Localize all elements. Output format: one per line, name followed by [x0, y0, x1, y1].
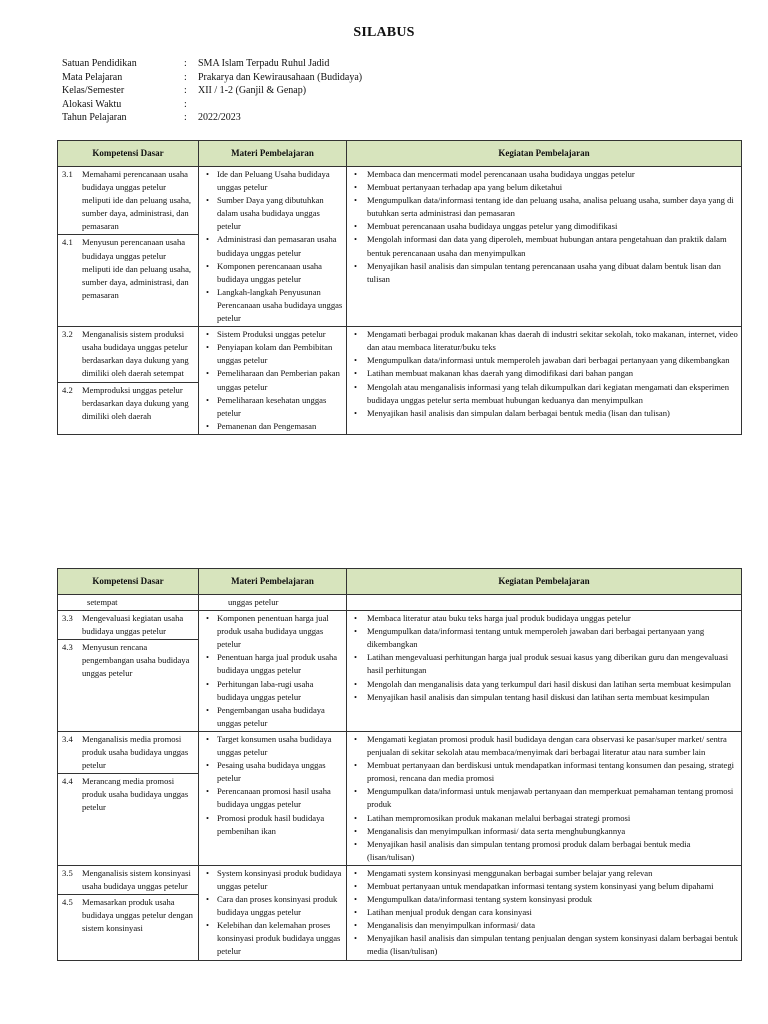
kegiatan-cell: [347, 865, 742, 960]
kegiatan-item: • Mengolah dan menganalisis data yang terkumpul dari hasil diskusi dan latihan serta membuat kesimpulan: [350, 678, 738, 691]
materi-item: • Kelebihan dan kelemahan proses konsinyasi produk budidaya unggas petelur: [202, 919, 343, 958]
identity-value: XII / 1-2 (Ganjil & Genap): [198, 85, 307, 97]
materi-list: [202, 612, 343, 730]
kegiatan-cell: [347, 731, 742, 865]
kd-text: Mengevaluasi kegiatan usaha budidaya unggas petelur: [82, 613, 184, 637]
kd-item: [58, 382, 198, 423]
materi-item: • Administrasi dan pemasaran usaha budidaya unggas petelur: [202, 233, 343, 259]
identity-value: [198, 98, 362, 112]
identity-value: 2022/2023: [198, 112, 241, 124]
kegiatan-item: • Menyajikan hasil analisis dan simpulan tentang perencanaan usaha yang dibuat dalam bentuk lisan dan tulisan: [350, 260, 738, 286]
materi-item: • Pemeliharaan dan Pemberian pakan unggas petelur: [202, 367, 343, 393]
kd-item: [58, 773, 198, 814]
kegiatan-item: • Mengumpulkan data/informasi tentang untuk memperoleh jawaban dari berbagai pertanyaan yang dikembangkan: [350, 625, 738, 651]
kegiatan-item: • Mengumpulkan data/informasi tentang system konsinyasi produk: [350, 893, 738, 906]
materi-item: • Pemanenan dan Pengemasan: [202, 420, 343, 433]
identity-row: [62, 71, 362, 85]
kegiatan-cell: [347, 167, 742, 327]
identity-row: [62, 98, 362, 112]
kegiatan-item: • Mengolah informasi dan data yang diperoleh, membuat hubungan antara pengetahuan dan praktik dalam bentuk perencanaan usaha dan menyimpulkan: [350, 233, 738, 259]
kd-item: [61, 867, 195, 893]
kegiatan-list: [350, 328, 738, 420]
kegiatan-item: • Menyajikan hasil analisis dan simpulan tentang penjualan dengan system konsinyasi dalam berbagai bentuk media (lisan/tulisan): [350, 932, 738, 958]
kegiatan-item: • Membaca literatur atau buku teks harga jual produk budidaya unggas petelur: [350, 612, 738, 625]
continuation-row: [58, 595, 742, 611]
materi-item: • Sumber Daya yang dibutuhkan dalam usaha budidaya unggas petelur: [202, 194, 343, 233]
kd-item: [58, 894, 198, 935]
syllabus-table-1: [57, 140, 742, 435]
materi-item: • Penyiapan kolam dan Pembibitan unggas petelur: [202, 341, 343, 367]
kegiatan-item: • Membuat pertanyaan untuk mendapatkan informasi tentang system konsinyasi yang belum dipahami: [350, 880, 738, 893]
materi-item: • Target konsumen usaha budidaya unggas petelur: [202, 733, 343, 759]
kd-text: Memasarkan produk usaha budidaya unggas petelur dengan sistem konsinyasi: [82, 897, 193, 934]
header-materi-pembelajaran: Materi Pembelajaran: [199, 569, 347, 595]
kd-text: Menganalisis media promosi produk usaha budidaya unggas petelur: [82, 733, 189, 771]
kd-text: Menganalisis sistem produksi usaha budidaya unggas petelur berdasarkan daya dukung yang dimiliki oleh daerah setempat: [82, 329, 189, 379]
kd-number: 3.1: [62, 169, 73, 179]
kegiatan-cell: [347, 611, 742, 732]
identity-row: [62, 57, 362, 71]
materi-item: • Penentuan harga jual produk usaha budidaya unggas petelur: [202, 651, 343, 677]
kegiatan-item: • Menganalisis dan menyimpulkan informasi/ data serta menghubungkannya: [350, 825, 738, 838]
identity-label: Tahun Pelajaran: [62, 112, 127, 124]
materi-item: • Ide dan Peluang Usaha budidaya unggas petelur: [202, 168, 343, 194]
materi-item: • Cara dan proses konsinyasi produk budidaya unggas petelur: [202, 893, 343, 919]
materi-item: • Pemeliharaan kesehatan unggas petelur: [202, 394, 343, 420]
materi-item: • Sistem Produksi unggas petelur: [202, 328, 343, 341]
kegiatan-item: • Membaca dan mencermati model perencanaan usaha budidaya unggas petelur: [350, 168, 738, 181]
kegiatan-item: • Menyajikan hasil analisis dan simpulan dalam berbagai bentuk media (lisan dan tulisan): [350, 407, 738, 420]
document-title: SILABUS: [353, 25, 415, 40]
kegiatan-item: • Mengamati system konsinyasi menggunakan berbagai sumber belajar yang relevan: [350, 867, 738, 880]
kegiatan-item: • Membuat pertanyaan terhadap apa yang belum diketahui: [350, 181, 738, 194]
syllabus-table-2: [57, 568, 742, 961]
header-kegiatan-pembelajaran: Kegiatan Pembelajaran: [347, 569, 742, 595]
materi-continuation-text: unggas petelur: [228, 597, 279, 607]
kegiatan-cell: [347, 327, 742, 435]
kegiatan-item: • Latihan membuat makanan khas daerah yang dimodifikasi dari bahan pangan: [350, 367, 738, 380]
syllabus-row: [58, 327, 742, 435]
syllabus-row: [58, 731, 742, 865]
materi-cell: [199, 167, 347, 327]
identity-block: [62, 57, 362, 125]
kd-cell: [58, 731, 199, 865]
identity-label: Mata Pelajaran: [62, 71, 123, 83]
kd-text: Memproduksi unggas petelur berdasarkan daya dukung yang dimiliki oleh daerah: [82, 384, 189, 421]
materi-list: [202, 733, 343, 838]
kd-item: [58, 639, 198, 680]
kd-number: 3.2: [62, 329, 73, 340]
identity-colon: :: [184, 112, 187, 124]
kegiatan-item: • Membuat pertanyaan dan berdiskusi untuk mendapatkan informasi tentang konsumen dan pesaing, strategi promosi, rencana dan media promosi: [350, 759, 738, 785]
kd-number: 4.2: [62, 384, 73, 395]
identity-label: Kelas/Semester: [62, 85, 125, 97]
materi-item: • Perencanaan promosi hasil usaha budidaya unggas petelur: [202, 785, 343, 811]
kd-continuation-text: setempat: [87, 597, 118, 607]
syllabus-row: [58, 865, 742, 960]
kegiatan-item: • Mengumpulkan data/informasi tentang ide dan peluang usaha, analisa peluang usaha, sumber daya yang di butuhkan serta administrasi dan pemasaran: [350, 194, 738, 220]
syllabus-row: [58, 167, 742, 327]
materi-item: • Perhitungan laba-rugi usaha budidaya unggas petelur: [202, 678, 343, 704]
kegiatan-list: [350, 867, 738, 959]
header-kompetensi-dasar: Kompetensi Dasar: [58, 141, 199, 167]
identity-colon: :: [184, 71, 187, 83]
table-header-row: [58, 141, 742, 167]
kegiatan-item: • Mengumpulkan data/informasi untuk memperoleh jawaban dari berbagai pertanyaan yang dikembangkan: [350, 354, 738, 367]
identity-colon: :: [184, 58, 187, 69]
kd-item: [61, 733, 195, 772]
kd-number: 3.4: [62, 733, 73, 744]
materi-item: • Langkah-langkah Penyusunan Perencanaan usaha budidaya unggas petelur: [202, 286, 343, 325]
kegiatan-item: • Latihan menjual produk dengan cara konsinyasi: [350, 906, 738, 919]
syllabus-row: [58, 611, 742, 732]
kegiatan-item: • Mengolah atau menganalisis informasi yang telah dikumpulkan dari kegiatan mengamati dan eksperimen budidaya unggas petelur serta membuat hubungan keduanya dan menyimpulkan: [350, 381, 738, 407]
identity-row: [62, 111, 362, 125]
kd-cell: [58, 167, 199, 327]
kd-cell: [58, 865, 199, 960]
kegiatan-item: • Mengamati berbagai produk makanan khas daerah di industri sekitar sekolah, toko makanan, internet, video dan atau membaca literatur/buku teks: [350, 328, 738, 354]
materi-item: • Komponen perencanaan usaha budidaya unggas petelur: [202, 260, 343, 286]
header-materi-pembelajaran: Materi Pembelajaran: [199, 141, 347, 167]
kegiatan-item: • Menyajikan hasil analisis dan simpulan tentang promosi produk dalam berbagai bentuk media (lisan/tulisan): [350, 838, 738, 864]
kegiatan-item: • Latihan mempromosikan produk makanan melalui berbagai strategi promosi: [350, 812, 738, 825]
kd-cell: [58, 327, 199, 435]
identity-label: Satuan Pendidikan: [62, 58, 137, 69]
identity-label: Alokasi Waktu: [62, 98, 122, 110]
kegiatan-list: [350, 733, 738, 864]
kegiatan-item: • Menganalisis dan menyimpulkan informasi/ data: [350, 919, 738, 932]
kd-number: 4.1: [62, 237, 73, 248]
identity-colon: :: [184, 85, 187, 97]
materi-item: • System konsinyasi produk budidaya unggas petelur: [202, 867, 343, 893]
kegiatan-item: • Mengumpulkan data/informasi untuk menjawab pertanyaan dan memperkuat pemahaman tentang promosi produk: [350, 785, 738, 811]
identity-value: Prakarya dan Kewirausahaan (Budidaya): [198, 71, 363, 83]
materi-cell: [199, 731, 347, 865]
kd-item: [61, 168, 195, 233]
materi-item: • Pesaing usaha budidaya unggas petelur: [202, 759, 343, 785]
materi-cell: [199, 865, 347, 960]
kegiatan-item: • Mengamati kegiatan promosi produk hasil budidaya dengan cara observasi ke pasar/super market/ sentra penjualan di sekitar sekolah atau membaca/menyimak dari berbagai literatur atau nara sumber lain: [350, 733, 738, 759]
identity-row: [62, 84, 362, 98]
kegiatan-list: [350, 612, 738, 704]
materi-cell: [199, 611, 347, 732]
materi-item: • Promosi produk hasil budidaya pembenihan ikan: [202, 812, 343, 838]
identity-value: SMA Islam Terpadu Ruhul Jadid: [198, 58, 330, 69]
materi-list: [202, 328, 343, 433]
materi-cell: [199, 327, 347, 435]
kd-item: [61, 612, 195, 638]
materi-list: [202, 867, 343, 959]
kd-cell: [58, 611, 199, 732]
kd-text: Menganalisis sistem konsinyasi usaha budidaya unggas petelur: [82, 867, 191, 891]
table-header-row: [58, 569, 742, 595]
kd-text: Menyusun perencanaan usaha budidaya unggas petelur meliputi ide dan peluang usaha, sumber daya, administrasi, dan pemasaran: [82, 237, 192, 300]
kd-number: 4.3: [62, 642, 73, 653]
kegiatan-item: • Menyajikan hasil analisis dan simpulan tentang hasil diskusi dan latihan serta membuat kesimpulan: [350, 691, 738, 704]
kd-item: [61, 328, 195, 380]
kegiatan-list: [350, 168, 738, 286]
identity-colon: :: [184, 98, 187, 110]
kd-number: 3.3: [62, 613, 73, 624]
kd-number: 3.5: [62, 867, 73, 878]
kegiatan-item: • Membuat perencanaan usaha budidaya unggas petelur yang dimodifikasi: [350, 220, 738, 233]
kd-text: Menyusun rencana pengembangan usaha budidaya unggas petelur: [82, 642, 190, 679]
kegiatan-item: • Latihan mengevaluasi perhitungan harga jual produk sesuai kasus yang diberikan guru dan mengevaluasi hasil perhitungan: [350, 651, 738, 677]
materi-item: • Pengembangan usaha budidaya unggas petelur: [202, 704, 343, 730]
header-kegiatan-pembelajaran: Kegiatan Pembelajaran: [347, 141, 742, 167]
kd-item: [58, 234, 198, 301]
header-kompetensi-dasar: Kompetensi Dasar: [58, 569, 199, 595]
materi-list: [202, 168, 343, 325]
kd-number: 4.5: [62, 897, 73, 908]
materi-item: • Komponen penentuan harga jual produk usaha budidaya unggas petelur: [202, 612, 343, 651]
kd-number: 4.4: [62, 776, 73, 787]
kd-text: Memahami perencanaan usaha budidaya unggas petelur meliputi ide dan peluang usaha, sumber daya, administrasi, dan pemasaran: [82, 169, 192, 232]
kd-text: Merancang media promosi produk usaha budidaya unggas petelur: [82, 776, 189, 813]
